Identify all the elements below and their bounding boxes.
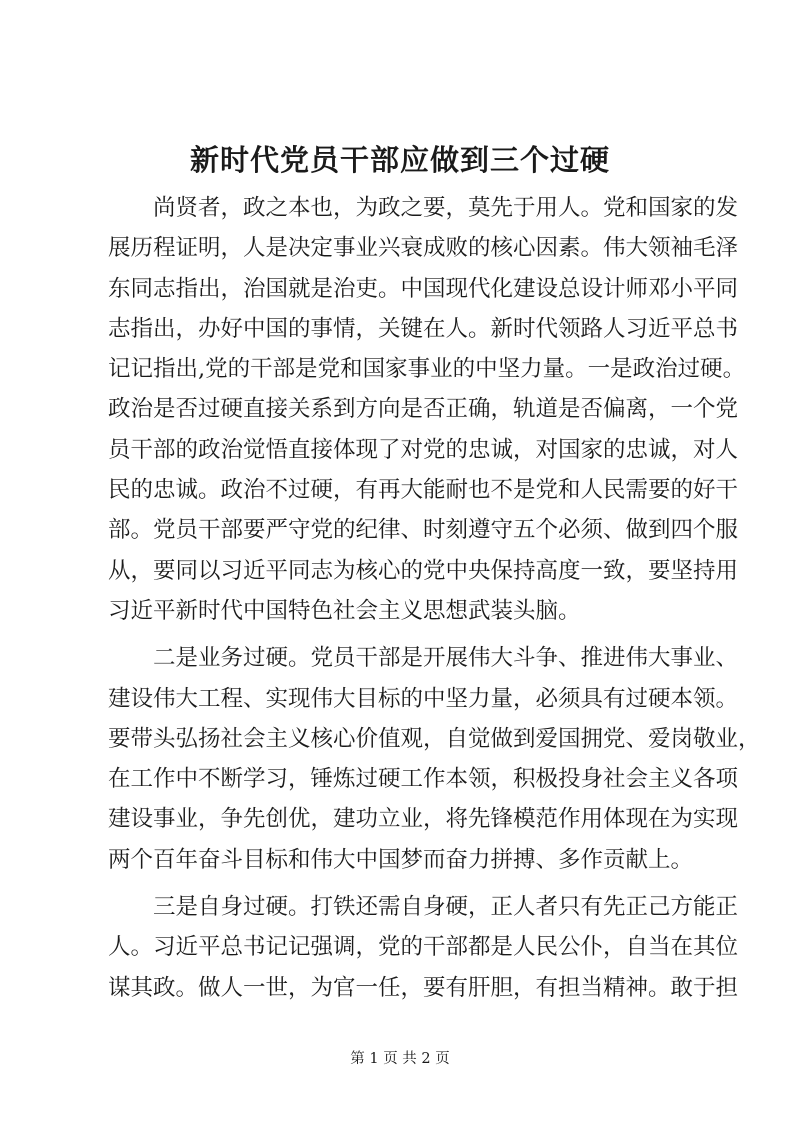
text-line: 要带头弘扬社会主义核心价值观，自觉做到爱国拥党、爱岗敬业， (108, 725, 761, 752)
paragraph (108, 188, 746, 631)
text-line: 志指出，办好中国的事情，关键在人。新时代领路人习近平总书 (108, 315, 739, 342)
text-line: 在工作中不断学习，锤炼过硬工作本领，积极投身社会主义各项 (108, 766, 739, 793)
text-line: 建设事业，争先创优，建功立业，将先锋模范作用体现在为实现 (108, 806, 739, 833)
text-line: 展历程证明，人是决定事业兴衰成败的核心因素。伟大领袖毛泽 (108, 235, 739, 262)
text-line: 员干部的政治觉悟直接体现了对党的忠诚，对国家的忠诚，对人 (108, 436, 739, 463)
text-line: 三是自身过硬。打铁还需自身硬，正人者只有先正己方能正 (153, 894, 739, 921)
text-line: 建设伟大工程、实现伟大目标的中坚力量，必须具有过硬本领。 (108, 685, 739, 712)
paragraph (108, 887, 739, 1008)
text-line: 民的忠诚。政治不过硬，有再大能耐也不是党和人民需要的好干 (108, 477, 739, 504)
document-body (108, 188, 761, 1008)
text-line: 政治是否过硬直接关系到方向是否正确，轨道是否偏离，一个党 (108, 396, 739, 423)
text-line: 记记指出,党的干部是党和国家事业的中坚力量。一是政治过硬。 (108, 356, 746, 383)
text-line: 东同志指出，治国就是治吏。中国现代化建设总设计师邓小平同 (108, 275, 739, 302)
text-line: 人。习近平总书记记强调，党的干部都是人民公仆，自当在其位 (108, 934, 739, 961)
text-line: 两个百年奋斗目标和伟大中国梦而奋力拼搏、多作贡献上。 (108, 846, 694, 873)
paragraph (108, 638, 761, 880)
text-line: 二是业务过硬。党员干部是开展伟大斗争、推进伟大事业、 (153, 645, 739, 672)
text-line: 从，要同以习近平同志为核心的党中央保持高度一致，要坚持用 (108, 557, 739, 584)
text-line: 习近平新时代中国特色社会主义思想武装头脑。 (108, 597, 581, 624)
text-line: 部。党员干部要严守党的纪律、时刻遵守五个必须、做到四个服 (108, 517, 739, 544)
document-title: 新时代党员干部应做到三个过硬 (189, 143, 610, 177)
text-line: 尚贤者，政之本也，为政之要，莫先于用人。党和国家的发 (153, 195, 739, 221)
text-line: 谋其政。做人一世，为官一任，要有肝胆，有担当精神。敢于担 (108, 974, 739, 1001)
page-footer: 第 1 页 共 2 页 (350, 1051, 450, 1067)
